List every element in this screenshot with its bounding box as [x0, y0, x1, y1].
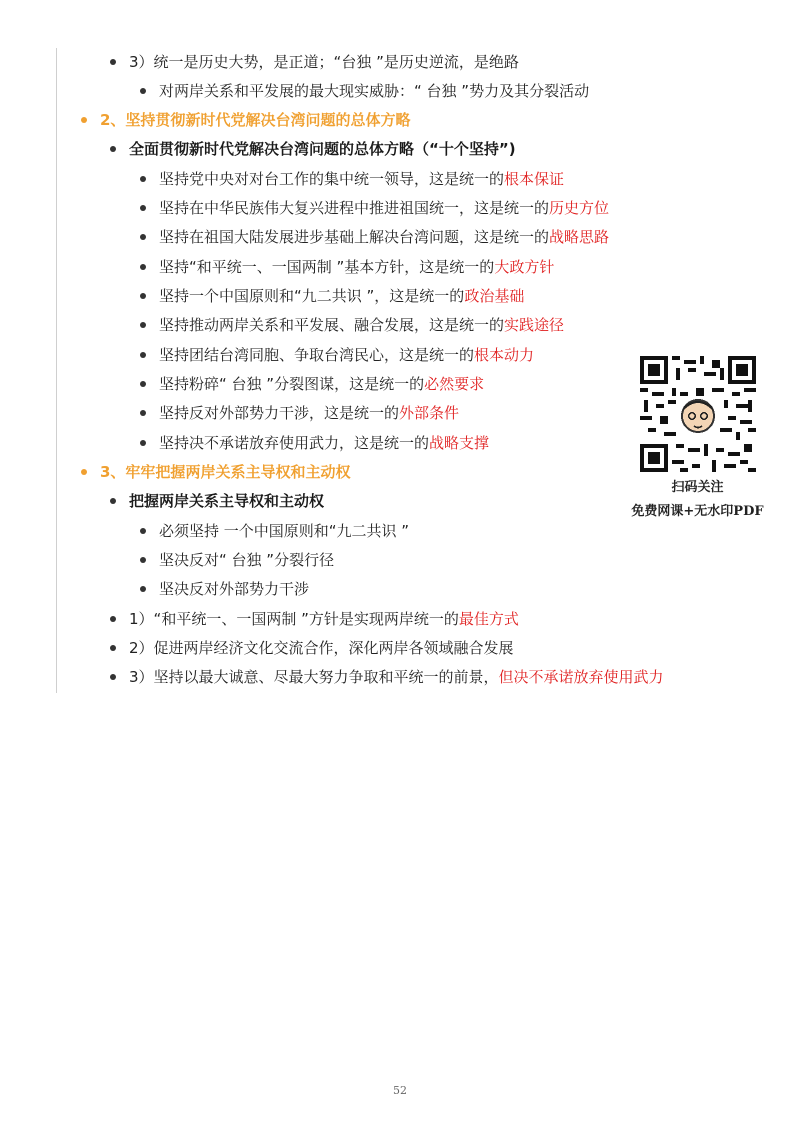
highlight-text: 战略思路: [549, 228, 610, 246]
qr-subcaption: 免费网课+无水印PDF: [631, 504, 764, 519]
page-number: 52: [393, 1084, 407, 1097]
bullet-icon: [110, 674, 116, 680]
highlight-text: 大政方针: [494, 258, 555, 276]
bullet-icon: [140, 293, 146, 299]
bullet-icon: [140, 586, 146, 592]
list-item: 3）统一是历史大势，是正道；“台独 ”是历史逆流，是绝路: [129, 52, 519, 72]
highlight-text: 历史方位: [549, 199, 610, 217]
list-item: 坚决反对外部势力干涉: [159, 579, 309, 599]
highlight-text: 必然要求: [424, 375, 485, 393]
list-item: 坚决反对“ 台独 ”分裂行径: [159, 550, 334, 570]
list-item: 对两岸关系和平发展的最大现实威胁：“ 台独 ”势力及其分裂活动: [159, 81, 589, 101]
bullet-icon: [140, 557, 146, 563]
bullet-icon: [140, 440, 146, 446]
bullet-icon: [110, 616, 116, 622]
list-item: 坚持党中央对对台工作的集中统一领导，这是统一的根本保证: [159, 169, 564, 189]
list-item: 坚持推动两岸关系和平发展、融合发展，这是统一的实践途径: [159, 315, 564, 335]
bullet-icon: [140, 528, 146, 534]
section-heading: 2、坚持贯彻新时代党解决台湾问题的总体方略: [100, 110, 410, 130]
highlight-text: 根本保证: [504, 170, 565, 188]
bullet-icon: [110, 498, 116, 504]
list-item: 坚持一个中国原则和“九二共识 ”，这是统一的政治基础: [159, 286, 524, 306]
section-heading: 3、牢牢把握两岸关系主导权和主动权: [100, 462, 350, 482]
outline-guide-line: [56, 48, 57, 693]
list-item: 坚持粉碎“ 台独 ”分裂图谋，这是统一的必然要求: [159, 374, 484, 394]
highlight-text: 外部条件: [399, 404, 460, 422]
list-item: 坚持决不承诺放弃使用武力，这是统一的战略支撑: [159, 433, 489, 453]
bullet-icon: [140, 322, 146, 328]
bullet-icon: [110, 59, 116, 65]
bullet-icon: [140, 264, 146, 270]
list-item: 坚持“和平统一、一国两制 ”基本方针，这是统一的大政方针: [159, 257, 554, 277]
highlight-text: 实践途径: [504, 316, 565, 334]
bullet-icon: [140, 88, 146, 94]
highlight-text: 但决不承诺放弃使用武力: [498, 668, 664, 686]
highlight-text: 根本动力: [474, 346, 535, 364]
list-item: 坚持团结台湾同胞、争取台湾民心，这是统一的根本动力: [159, 345, 534, 365]
qr-code-icon: [640, 356, 756, 472]
highlight-text: 政治基础: [464, 287, 525, 305]
bullet-icon: [110, 146, 116, 152]
bullet-icon: [140, 234, 146, 240]
qr-caption: 扫码关注: [671, 480, 724, 495]
list-item: 2）促进两岸经济文化交流合作，深化两岸各领域融合发展: [129, 638, 514, 658]
bullet-icon: [81, 469, 87, 475]
list-item: 必须坚持 一个中国原则和“九二共识 ”: [159, 521, 409, 541]
qr-promo: [610, 348, 785, 528]
list-item: 坚持反对外部势力干涉，这是统一的外部条件: [159, 403, 459, 423]
list-item: 坚持在中华民族伟大复兴进程中推进祖国统一，这是统一的历史方位: [159, 198, 609, 218]
bullet-icon: [140, 410, 146, 416]
bullet-icon: [140, 381, 146, 387]
bullet-icon: [140, 176, 146, 182]
subsection-heading: 全面贯彻新时代党解决台湾问题的总体方略（“十个坚持”): [129, 139, 516, 159]
bullet-icon: [110, 645, 116, 651]
bullet-icon: [140, 352, 146, 358]
subsection-heading: 把握两岸关系主导权和主动权: [129, 491, 324, 511]
highlight-text: 战略支撑: [429, 434, 490, 452]
list-item: 坚持在祖国大陆发展进步基础上解决台湾问题，这是统一的战略思路: [159, 227, 609, 247]
bullet-icon: [81, 117, 87, 123]
bullet-icon: [140, 205, 146, 211]
highlight-text: 最佳方式: [458, 610, 519, 628]
list-item: 1）“和平统一、一国两制 ”方针是实现两岸统一的最佳方式: [129, 609, 519, 629]
list-item: 3）坚持以最大诚意、尽最大努力争取和平统一的前景，但决不承诺放弃使用武力: [129, 667, 664, 687]
